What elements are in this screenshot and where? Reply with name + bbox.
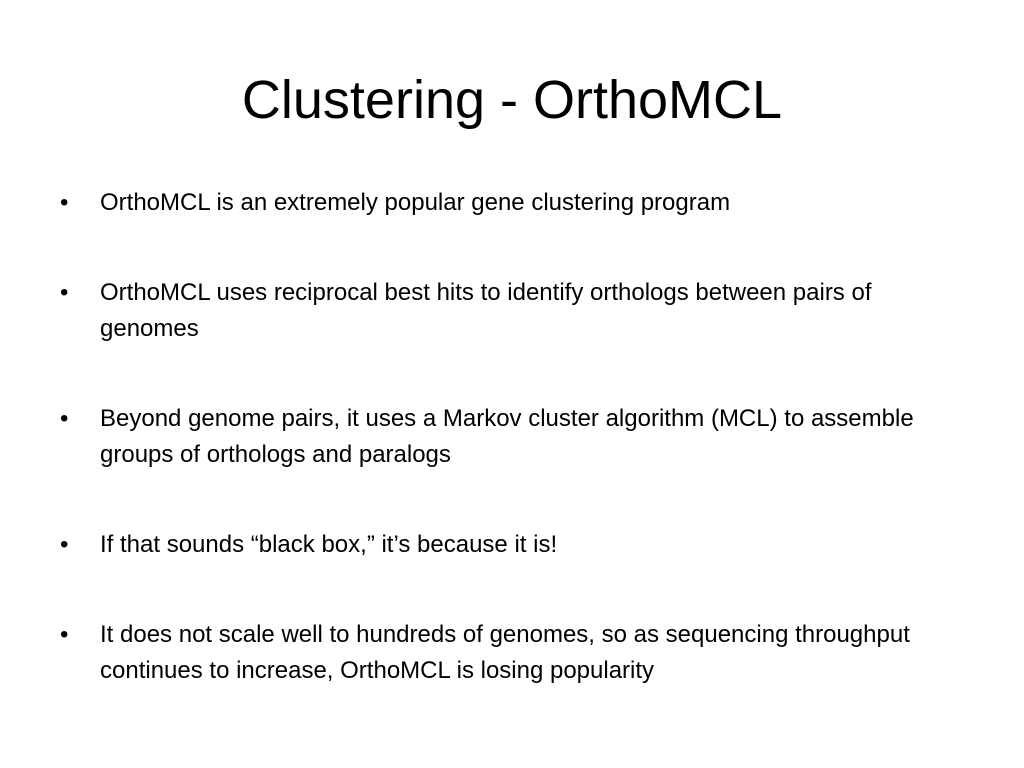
bullet-item — [60, 185, 970, 221]
bullet-text: It does not scale well to hundreds of genomes, so as sequencing throughput continues to increase, OrthoMCL is losing popularity — [100, 621, 910, 684]
bullet-dot-icon: • — [60, 531, 69, 558]
bullet-text: OrthoMCL uses reciprocal best hits to identify orthologs between pairs of genomes — [100, 279, 872, 342]
slide-title: Clustering - OrthoMCL — [241, 70, 783, 130]
bullet-dot-icon: • — [60, 405, 69, 432]
bullet-dot-icon: • — [60, 189, 69, 216]
bullet-dot-icon: • — [60, 279, 69, 306]
bullet-text: Beyond genome pairs, it uses a Markov cluster algorithm (MCL) to assemble groups of orthologs and paralogs — [100, 405, 914, 468]
bullet-item — [60, 401, 970, 473]
bullet-list — [60, 185, 970, 689]
bullet-item — [60, 617, 970, 689]
bullet-item — [60, 527, 970, 563]
bullet-dot-icon: • — [60, 621, 69, 648]
bullet-text: OrthoMCL is an extremely popular gene clustering program — [100, 189, 731, 216]
bullet-text: If that sounds “black box,” it’s because it is! — [100, 531, 558, 558]
bullet-item — [60, 275, 970, 347]
